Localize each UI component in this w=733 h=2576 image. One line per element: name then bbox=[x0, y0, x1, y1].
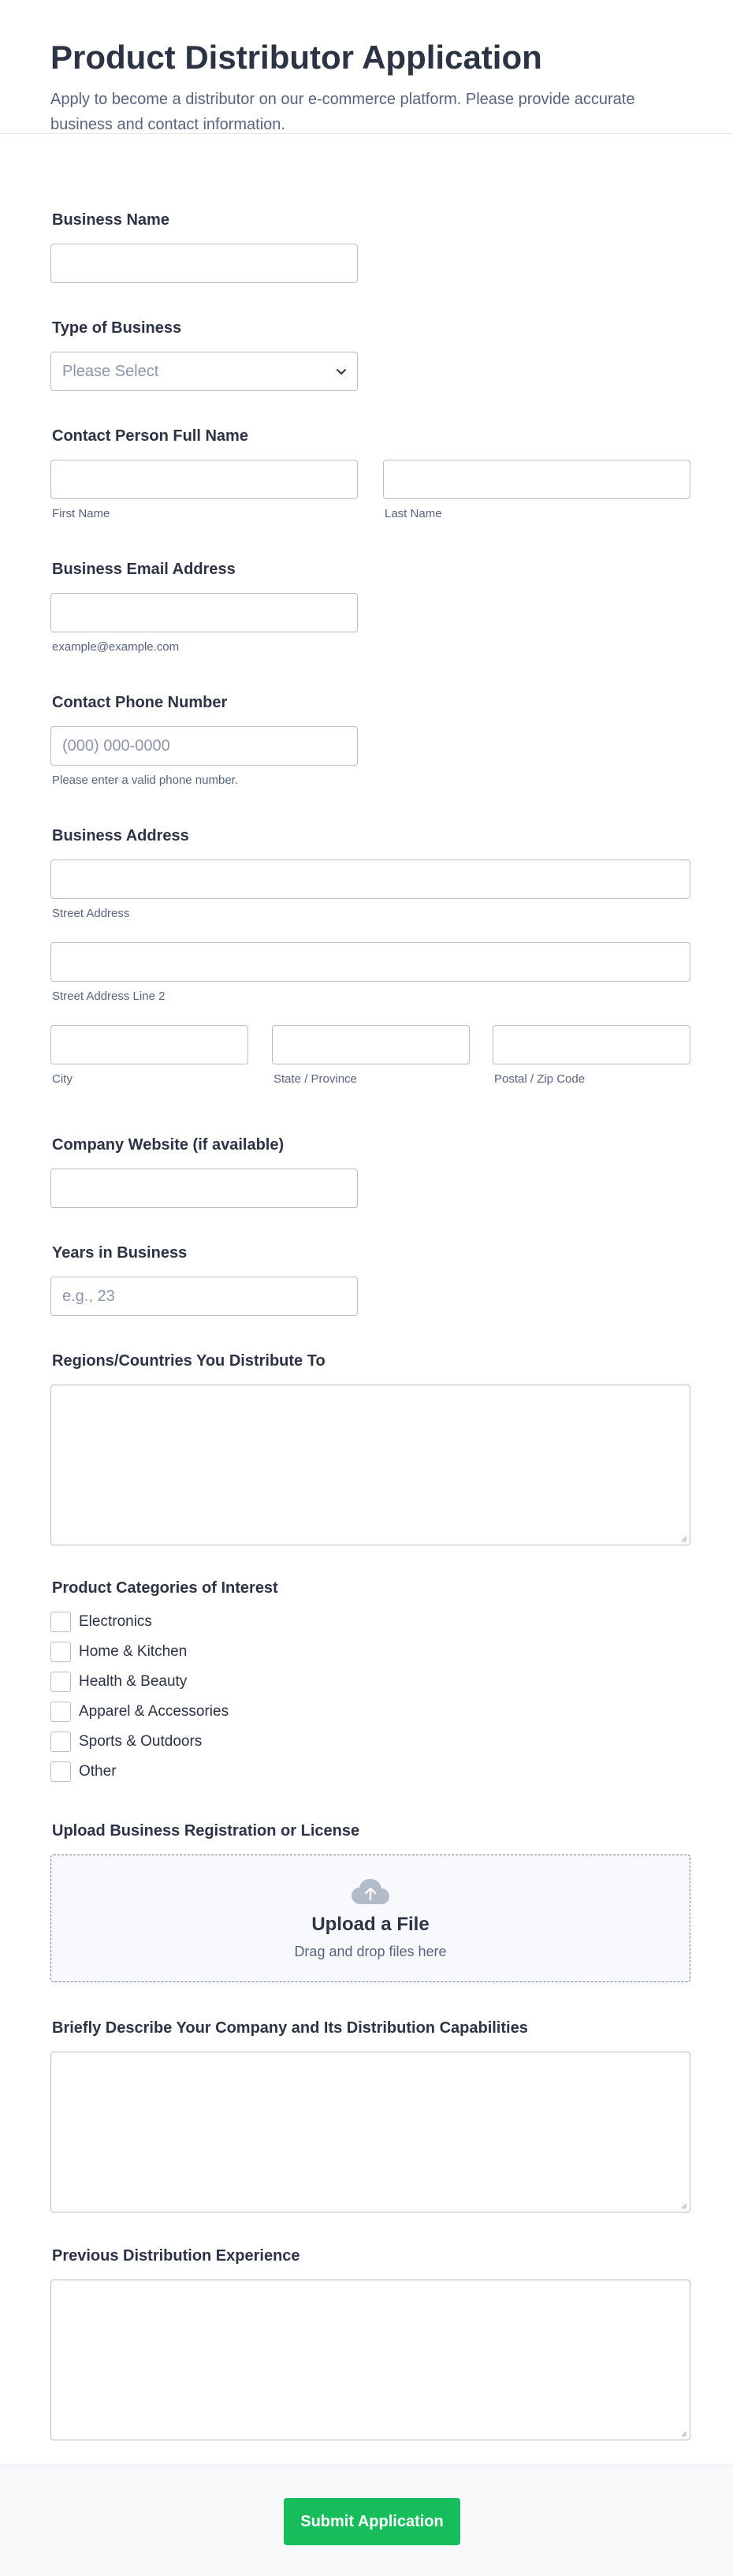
business-type-field bbox=[50, 319, 717, 391]
years-field bbox=[50, 1244, 717, 1316]
upload-field bbox=[50, 1822, 717, 1982]
description-label: Briefly Describe Your Company and Its Distribution Capabilities bbox=[52, 2019, 528, 2037]
category-checkbox[interactable] bbox=[50, 1732, 71, 1752]
category-label: Apparel & Accessories bbox=[79, 1703, 229, 1720]
chevron-down-icon bbox=[334, 364, 348, 378]
first-name-input[interactable] bbox=[50, 460, 358, 499]
category-option-other[interactable] bbox=[50, 1757, 717, 1787]
description-field bbox=[50, 2019, 717, 2213]
city-sublabel: City bbox=[52, 1072, 73, 1086]
street-address-sublabel: Street Address bbox=[52, 907, 130, 920]
experience-textarea[interactable] bbox=[50, 2280, 690, 2440]
category-checkbox[interactable] bbox=[50, 1672, 71, 1692]
form-header bbox=[0, 0, 733, 134]
phone-field bbox=[50, 694, 717, 787]
website-field bbox=[50, 1136, 717, 1208]
state-group bbox=[272, 1025, 470, 1086]
street-address2-sublabel: Street Address Line 2 bbox=[52, 990, 166, 1003]
resize-grip-icon[interactable] bbox=[679, 2429, 687, 2437]
business-name-input[interactable] bbox=[50, 244, 358, 283]
city-group bbox=[50, 1025, 248, 1086]
phone-label: Contact Phone Number bbox=[52, 694, 228, 711]
state-input[interactable] bbox=[272, 1025, 470, 1064]
experience-label: Previous Distribution Experience bbox=[52, 2247, 300, 2265]
category-option-health-beauty[interactable] bbox=[50, 1667, 717, 1697]
category-label: Home & Kitchen bbox=[79, 1643, 188, 1660]
website-input[interactable] bbox=[50, 1169, 358, 1208]
category-option-electronics[interactable] bbox=[50, 1607, 717, 1637]
business-name-field bbox=[50, 211, 717, 283]
contact-name-field bbox=[50, 427, 717, 520]
zip-sublabel: Postal / Zip Code bbox=[494, 1072, 586, 1086]
regions-textarea[interactable] bbox=[50, 1385, 690, 1545]
upload-title: Upload a File bbox=[311, 1913, 430, 1935]
street-address-input[interactable] bbox=[50, 859, 690, 899]
business-type-label: Type of Business bbox=[52, 319, 182, 337]
email-input[interactable] bbox=[50, 593, 358, 632]
first-name-sublabel: First Name bbox=[52, 507, 110, 520]
category-option-apparel[interactable] bbox=[50, 1697, 717, 1727]
upload-label: Upload Business Registration or License bbox=[52, 1822, 360, 1840]
state-sublabel: State / Province bbox=[273, 1072, 357, 1086]
categories-list bbox=[50, 1607, 717, 1787]
last-name-input[interactable] bbox=[383, 460, 690, 499]
category-option-sports[interactable] bbox=[50, 1727, 717, 1757]
regions-field bbox=[50, 1352, 717, 1545]
regions-label: Regions/Countries You Distribute To bbox=[52, 1352, 326, 1370]
business-name-label: Business Name bbox=[52, 211, 169, 229]
category-option-home-kitchen[interactable] bbox=[50, 1637, 717, 1667]
address-field bbox=[50, 827, 717, 1086]
zip-input[interactable] bbox=[493, 1025, 690, 1064]
category-label: Sports & Outdoors bbox=[79, 1733, 203, 1750]
category-label: Electronics bbox=[79, 1613, 152, 1630]
email-label: Business Email Address bbox=[52, 561, 236, 578]
categories-label: Product Categories of Interest bbox=[52, 1579, 278, 1597]
city-input[interactable] bbox=[50, 1025, 248, 1064]
category-checkbox[interactable] bbox=[50, 1702, 71, 1722]
business-type-selected: Please Select bbox=[50, 352, 358, 391]
phone-input[interactable] bbox=[50, 726, 358, 766]
business-type-select[interactable] bbox=[50, 352, 358, 391]
upload-dropzone[interactable] bbox=[50, 1855, 690, 1982]
experience-field bbox=[50, 2247, 717, 2440]
email-sublabel: example@example.com bbox=[52, 640, 180, 654]
website-label: Company Website (if available) bbox=[52, 1136, 285, 1154]
address-label: Business Address bbox=[52, 827, 189, 844]
first-name-group bbox=[50, 460, 358, 520]
upload-subtitle: Drag and drop files here bbox=[294, 1943, 447, 1959]
last-name-sublabel: Last Name bbox=[385, 507, 442, 520]
email-field bbox=[50, 561, 717, 654]
last-name-group bbox=[383, 460, 690, 520]
category-label: Other bbox=[79, 1763, 117, 1780]
resize-grip-icon[interactable] bbox=[679, 2201, 687, 2209]
cloud-upload-icon bbox=[350, 1877, 391, 1907]
resize-grip-icon[interactable] bbox=[679, 1534, 687, 1542]
street-address2-input[interactable] bbox=[50, 942, 690, 982]
page-title: Product Distributor Application bbox=[50, 39, 542, 76]
contact-name-label: Contact Person Full Name bbox=[52, 427, 248, 445]
category-label: Health & Beauty bbox=[79, 1673, 188, 1690]
description-textarea[interactable] bbox=[50, 2052, 690, 2213]
categories-field bbox=[50, 1579, 717, 1787]
years-input[interactable] bbox=[50, 1277, 358, 1316]
years-label: Years in Business bbox=[52, 1244, 188, 1262]
category-checkbox[interactable] bbox=[50, 1612, 71, 1632]
submit-button[interactable]: Submit Application bbox=[284, 2498, 460, 2545]
phone-sublabel: Please enter a valid phone number. bbox=[52, 774, 238, 787]
page-subtitle: Apply to become a distributor on our e-commerce platform. Please provide accurate business and contact information. bbox=[50, 91, 635, 134]
category-checkbox[interactable] bbox=[50, 1761, 71, 1782]
category-checkbox[interactable] bbox=[50, 1642, 71, 1662]
zip-group bbox=[493, 1025, 690, 1086]
